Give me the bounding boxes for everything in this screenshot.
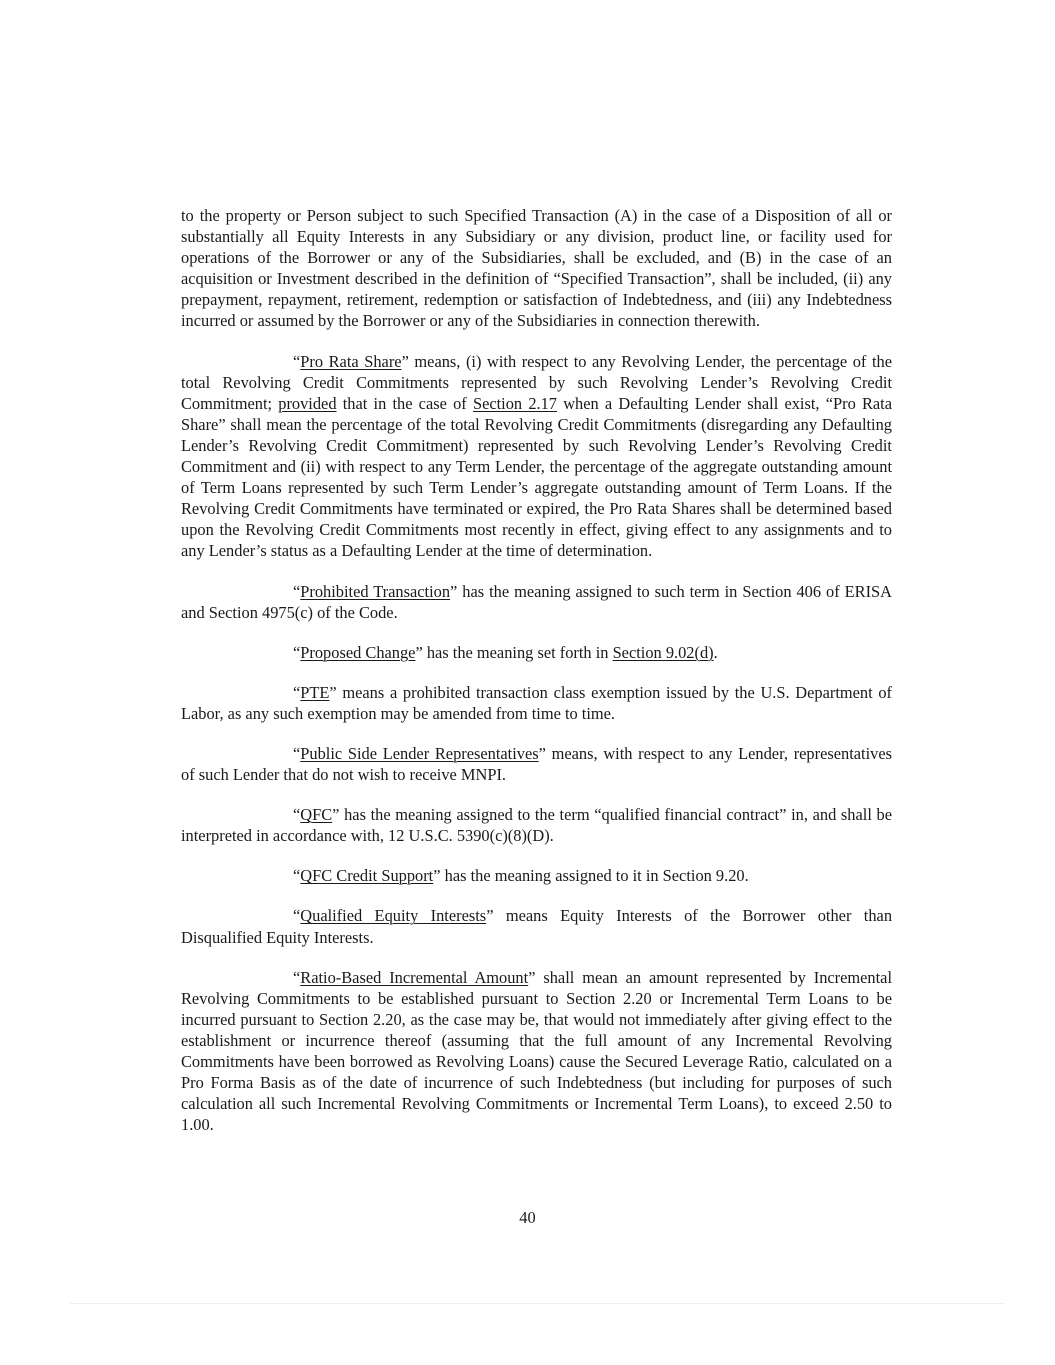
open-quote: “: [293, 743, 301, 763]
provided-term: provided: [278, 393, 337, 413]
definition-ratio-based-incremental-amount: [181, 967, 892, 1136]
section-reference: Section 9.02(d): [612, 642, 714, 662]
definition-qualified-equity-interests: [181, 905, 892, 947]
definition-qfc: [181, 804, 892, 846]
definition-text: ” has the meaning set forth in: [415, 642, 613, 662]
defined-term: PTE: [300, 682, 330, 702]
definition-text: ” means, (i) with respect to any Revolving Lender, the percentage of the total Revolving Credit Commitments represented by such Revolving Lender’s Revolving Credit Commitment;: [181, 351, 892, 413]
open-quote: “: [293, 581, 301, 601]
open-quote: “: [293, 351, 301, 371]
definition-text: ” has the meaning assigned to such term in Section 406 of ERISA and Section 4975(c) of the Code.: [181, 581, 893, 622]
document-body: [181, 205, 892, 1154]
defined-term: Qualified Equity Interests: [300, 906, 487, 926]
open-quote: “: [293, 805, 301, 825]
open-quote: “: [293, 906, 301, 926]
defined-term: Ratio-Based Incremental Amount: [300, 967, 529, 987]
defined-term: Proposed Change: [300, 642, 416, 662]
definition-text: ” has the meaning assigned to the term “qualified financial contract” in, and shall be interpreted in accordance with, 12 U.S.C. 5390(c)(8)(D).: [181, 805, 892, 846]
definition-text: ” means Equity Interests of the Borrower other than Disqualified Equity Interests.: [181, 906, 893, 947]
defined-term: Prohibited Transaction: [300, 581, 451, 601]
definition-public-side-lender-representatives: [181, 743, 892, 785]
definition-text: when a Defaulting Lender shall exist, “Pro Rata Share” shall mean the percentage of the total Revolving Credit Commitments (disregarding any Defaulting Lender’s Revolving Credit Commitment) represented by such Revolving Lender’s Revolving Credit Commitment and (ii) with respect to any Term Lender, the percentage of the aggregate outstanding amount of Term Loans represented by such Term Lender’s aggregate outstanding amount of Term Loans. If the Revolving Credit Commitments have terminated or expired, the Pro Rata Shares shall be determined based upon the Revolving Credit Commitments most recently in effect, giving effect to any assignments and to any Lender’s status as a Defaulting Lender at the time of determination.: [181, 393, 892, 561]
open-quote: “: [293, 967, 301, 987]
definition-proposed-change: [181, 642, 892, 663]
definition-qfc-credit-support: [181, 865, 892, 886]
open-quote: “: [293, 642, 301, 662]
defined-term: QFC Credit Support: [300, 866, 434, 886]
defined-term: QFC: [300, 805, 333, 825]
open-quote: “: [293, 866, 301, 886]
paragraph-text: to the property or Person subject to such Specified Transaction (A) in the case of a Disposition of all or substantially all Equity Interests in any Subsidiary or any division, product line, or facility used for operations of the Borrower or any of the Subsidiaries, shall be excluded, and (B) in the case of an acquisition or Investment described in the definition of “Specified Transaction”, shall be included, (ii) any prepayment, repayment, retirement, redemption or satisfaction of Indebtedness, and (iii) any Indebtedness incurred or assumed by the Borrower or any of the Subsidiaries in connection therewith.: [181, 206, 892, 331]
definition-text: ” has the meaning assigned to it in Section 9.20.: [433, 866, 749, 886]
paragraph-specified-transaction-continuation: [181, 205, 892, 332]
page-bottom-divider: [70, 1303, 1005, 1304]
definition-pro-rata-share: [181, 351, 892, 562]
definition-text: ” means a prohibited transaction class exemption issued by the U.S. Department of Labor, as any such exemption may be amended from time to time.: [181, 682, 892, 723]
definition-text: ” means, with respect to any Lender, representatives of such Lender that do not wish to receive MNPI.: [181, 743, 892, 785]
page-number: 40: [519, 1208, 536, 1227]
definition-text: .: [713, 642, 718, 662]
defined-term: Pro Rata Share: [300, 351, 402, 371]
defined-term: Public Side Lender Representatives: [300, 743, 539, 763]
definition-prohibited-transaction: [181, 581, 892, 623]
open-quote: “: [293, 682, 301, 702]
definition-text: ” shall mean an amount represented by Incremental Revolving Commitments to be established pursuant to Section 2.20 or Incremental Term Loans to be incurred pursuant to Section 2.20, as the case may be, that would not immediately after giving effect to the establishment or incurrence thereof (assuming that the full amount of any Incremental Revolving Commitments have been borrowed as Revolving Loans) cause the Secured Leverage Ratio, calculated on a Pro Forma Basis as of the date of incurrence of such Indebtedness (but including for purposes of such calculation all such Incremental Revolving Commitments or Incremental Term Loans), to exceed 2.50 to 1.00.: [181, 967, 892, 1135]
definition-pte: [181, 682, 892, 724]
definition-text: that in the case of: [336, 393, 473, 413]
section-reference: Section 2.17: [472, 393, 558, 413]
